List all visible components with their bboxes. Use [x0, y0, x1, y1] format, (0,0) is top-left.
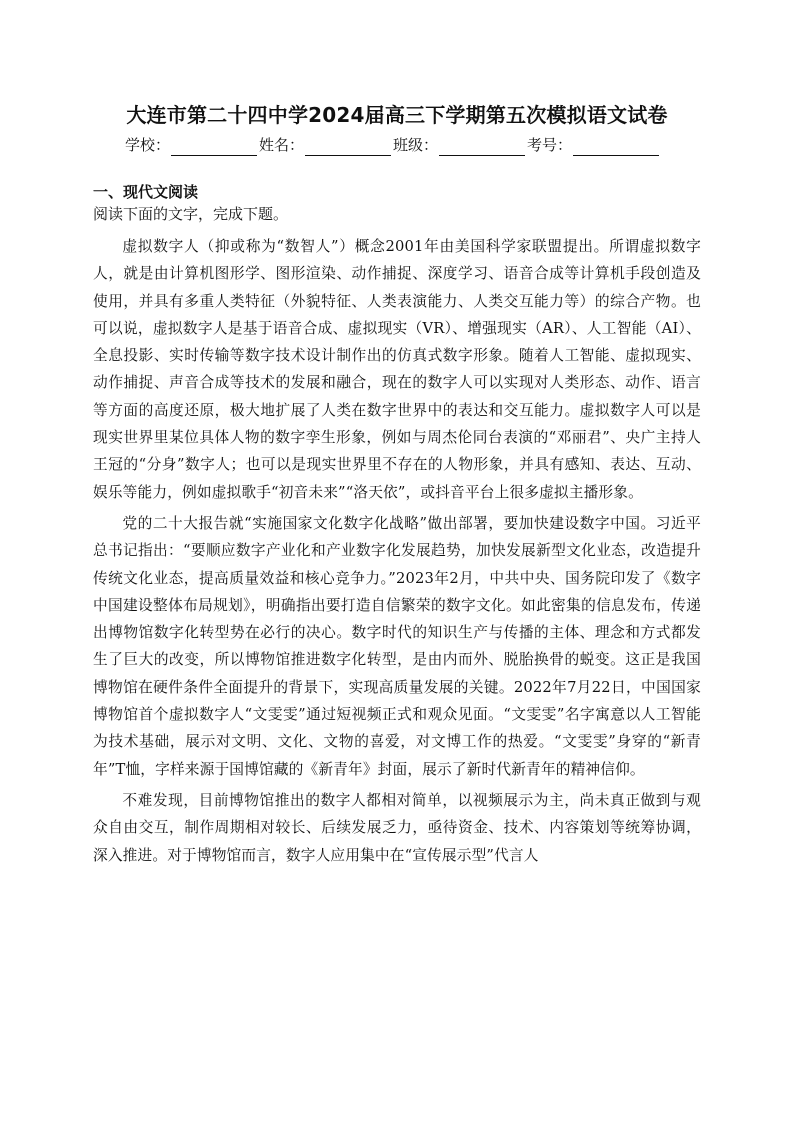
name-label: 姓名： [259, 136, 305, 154]
reading-passage [93, 233, 701, 873]
class-field [393, 134, 527, 156]
name-blank[interactable] [305, 137, 391, 156]
reading-instruction: 阅读下面的文字，完成下题。 [93, 205, 289, 223]
paragraph-3: 不难发现，目前博物馆推出的数字人都相对简单，以视频展示为主，尚未真正做到与观众自由交互，制作周期相对较长、后续发展乏力，亟待资金、技术、内容策划等统筹协调，深入推进。对于博物馆而言，数字人应用集中在“宣传展示型”代言人 [93, 791, 701, 864]
school-field [125, 134, 259, 156]
exam-number-label: 考号： [527, 136, 573, 154]
paragraph-2: 党的二十大报告就“实施国家文化数字化战略”做出部署，要加快建设数字中国。习近平总书记指出：“要顺应数字产业化和产业数字化发展趋势，加快发展新型文化业态，改造提升传统文化业态，提高质量效益和核心竞争力。”2023年2月，中共中央、国务院印发了《数字中国建设整体布局规划》，明确指出要打造自信繁荣的数字文化。如此密集的信息发布，传递出博物馆数字化转型势在必行的决心。数字时代的知识生产与传播的主体、理念和方式都发生了巨大的改变，所以博物馆推进数字化转型，是由内而外、脱胎换骨的蜕变。这正是我国博物馆在硬件条件全面提升的背景下，实现高质量发展的关键。2022年7月22日，中国国家博物馆首个虚拟数字人“文雯雯”通过短视频正式和观众见面。“文雯雯”名字寓意以人工智能为技术基础，展示对文明、文化、文物的喜爱，对文博工作的热爱。“文雯雯”身穿的“新青年”T恤，字样来源于国博馆藏的《新青年》封面，展示了新时代新青年的精神信仰。 [93, 514, 701, 778]
exam-title: 大连市第二十四中学2024届高三下学期第五次模拟语文试卷 [126, 103, 668, 127]
school-label: 学校： [125, 136, 171, 154]
name-field [259, 134, 393, 156]
class-label: 班级： [393, 136, 439, 154]
student-info-line [125, 134, 685, 156]
school-blank[interactable] [171, 137, 257, 156]
exam-number-field [527, 134, 661, 156]
section-heading: 一、现代文阅读 [93, 183, 199, 201]
class-blank[interactable] [439, 137, 525, 156]
exam-number-blank[interactable] [573, 137, 659, 156]
paragraph-1: 虚拟数字人（抑或称为“数智人”）概念2001年由美国科学家联盟提出。所谓虚拟数字人，就是由计算机图形学、图形渲染、动作捕捉、深度学习、语音合成等计算机手段创造及使用，并具有多重人类特征（外貌特征、人类表演能力、人类交互能力等）的综合产物。也可以说，虚拟数字人是基于语音合成、虚拟现实（VR）、增强现实（AR）、人工智能（AI）、全息投影、实时传输等数字技术设计制作出的仿真式数字形象。随着人工智能、虚拟现实、动作捕捉、声音合成等技术的发展和融合，现在的数字人可以实现对人类形态、动作、语言等方面的高度还原，极大地扩展了人类在数字世界中的表达和交互能力。虚拟数字人可以是现实世界里某位具体人物的数字孪生形象，例如与周杰伦同台表演的“邓丽君”、央广主持人王冠的“分身”数字人；也可以是现实世界里不存在的人物形象，并具有感知、表达、互动、娱乐等能力，例如虚拟歌手“初音未来”“洛天依”，或抖音平台上很多虚拟主播形象。 [93, 238, 701, 501]
